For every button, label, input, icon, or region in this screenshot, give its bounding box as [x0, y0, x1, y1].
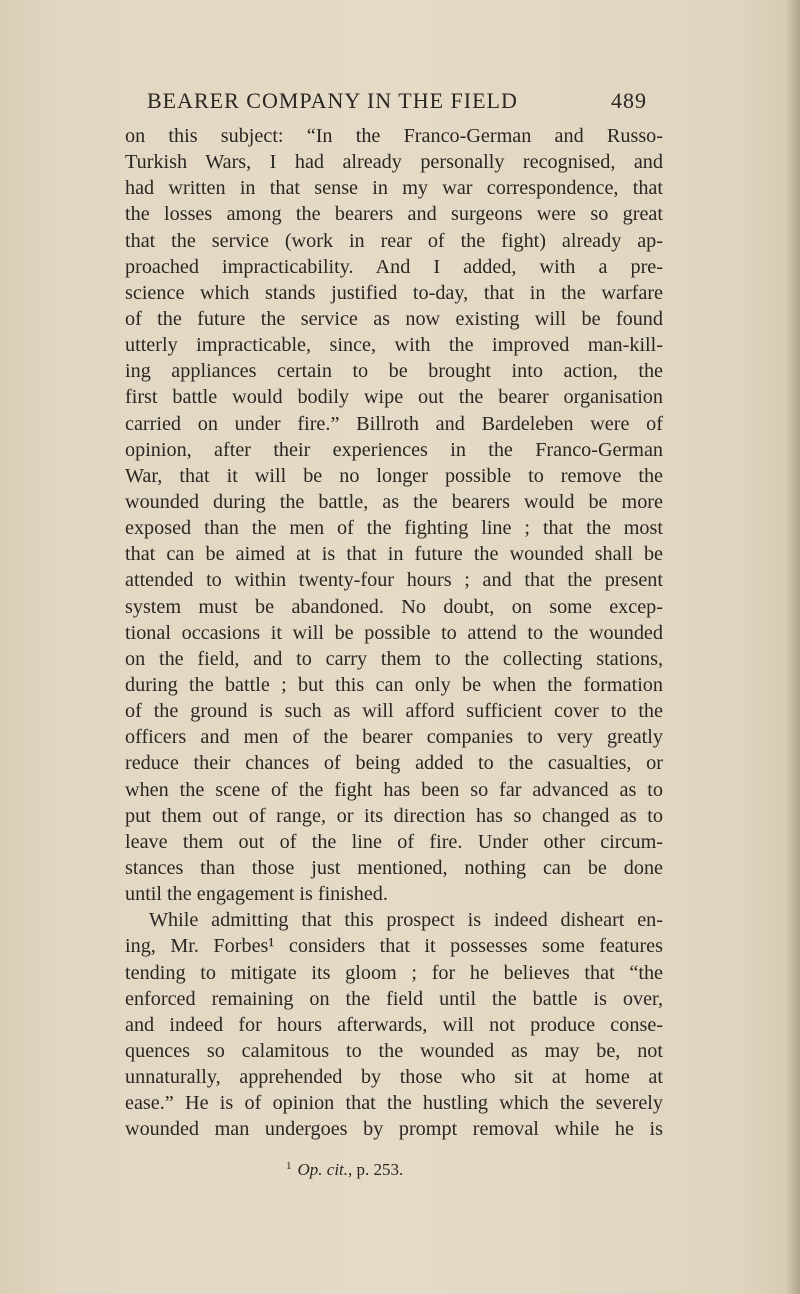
- running-head: BEARER COMPANY IN THE FIELD: [147, 88, 518, 113]
- text-line: ing appliances certain to be brought into action, the: [125, 360, 663, 383]
- footnote-page: p. 253.: [352, 1160, 404, 1179]
- text-line: Turkish Wars, I had already personally recognised, and: [125, 151, 663, 174]
- text-line: utterly impracticable, since, with the improved man-kill-: [125, 334, 663, 357]
- text-line: of the future the service as now existing will be found: [125, 307, 663, 330]
- text-line: tional occasions it will be possible to attend to the wounded: [125, 621, 663, 644]
- footnote-citation: Op. cit.,: [297, 1160, 353, 1179]
- text-line: had written in that sense in my war correspondence, that: [125, 177, 663, 200]
- text-line: on this subject: “In the Franco-German and Russo-: [125, 125, 663, 147]
- text-line: on the field, and to carry them to the collecting stations,: [125, 647, 663, 670]
- text-line: opinion, after their experiences in the Franco-German: [125, 438, 663, 461]
- text-line: system must be abandoned. No doubt, on some excep-: [125, 595, 663, 618]
- text-line: War, that it will be no longer possible to remove the: [125, 464, 663, 487]
- text-line: quences so calamitous to the wounded as may be, not: [125, 1039, 663, 1062]
- text-line: While admitting that this prospect is indeed disheart en-: [149, 909, 663, 932]
- text-line: the losses among the bearers and surgeons were so great: [125, 203, 663, 226]
- text-line: tending to mitigate its gloom ; for he believes that “the: [125, 961, 663, 984]
- body-text: [125, 123, 663, 1142]
- text-line: leave them out of the line of fire. Under other circum-: [125, 830, 663, 853]
- text-line: during the battle ; but this can only be when the formation: [125, 673, 663, 696]
- text-line: and indeed for hours afterwards, will not produce conse-: [125, 1013, 663, 1036]
- text-line: ing, Mr. Forbes¹ considers that it possesses some features: [125, 935, 663, 958]
- text-line: when the scene of the fight has been so far advanced as to: [125, 778, 663, 801]
- page-number: 489: [611, 88, 647, 113]
- text-line: first battle would bodily wipe out the bearer organisation: [125, 386, 663, 409]
- footnote: [286, 1160, 526, 1180]
- text-line: put them out of range, or its direction has so changed as to: [125, 804, 663, 827]
- text-line: ease.” He is of opinion that the hustling which the severely: [125, 1092, 663, 1115]
- text-line: unnaturally, apprehended by those who sit at home at: [125, 1066, 663, 1089]
- text-line: exposed than the men of the fighting line ; that the most: [125, 517, 663, 540]
- page-header: [147, 88, 647, 122]
- text-line: wounded man undergoes by prompt removal while he is: [125, 1118, 663, 1141]
- text-line: carried on under fire.” Billroth and Bardeleben were of: [125, 412, 663, 435]
- text-line: that can be aimed at is that in future the wounded shall be: [125, 543, 663, 566]
- text-line: of the ground is such as will afford sufficient cover to the: [125, 700, 663, 723]
- text-line: until the engagement is finished.: [125, 883, 388, 906]
- text-line: attended to within twenty-four hours ; and that the present: [125, 569, 663, 592]
- text-line: reduce their chances of being added to the casualties, or: [125, 752, 663, 775]
- text-line: science which stands justified to-day, that in the warfare: [125, 281, 663, 304]
- footnote-marker: 1: [286, 1160, 292, 1172]
- text-line: wounded during the battle, as the bearers would be more: [125, 490, 663, 513]
- text-line: officers and men of the bearer companies to very greatly: [125, 726, 663, 749]
- text-line: stances than those just mentioned, nothing can be done: [125, 856, 663, 879]
- text-line: proached impracticability. And I added, with a pre-: [125, 255, 663, 278]
- text-line: that the service (work in rear of the fight) already ap-: [125, 229, 663, 252]
- text-line: enforced remaining on the field until the battle is over,: [125, 987, 663, 1010]
- page-edge-shadow: [786, 0, 800, 1294]
